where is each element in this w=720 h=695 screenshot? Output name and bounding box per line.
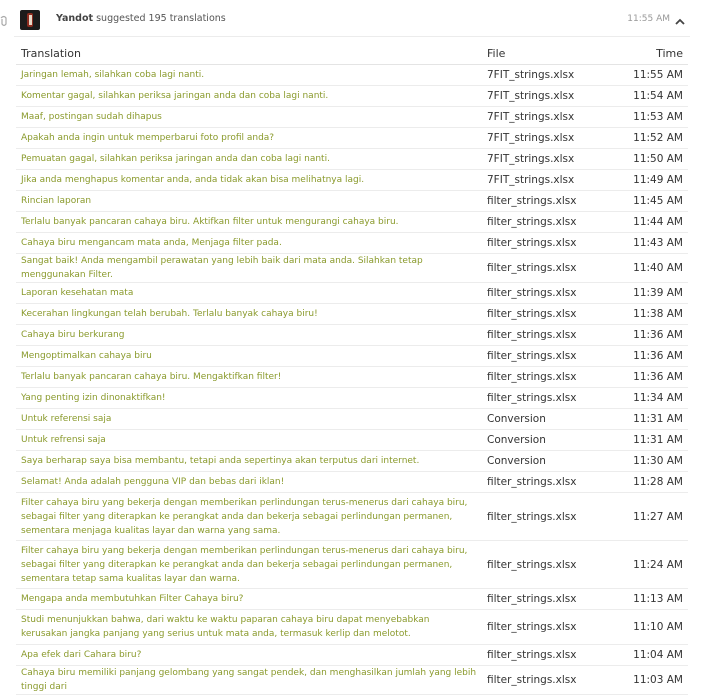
row-time: 11:36 AM [612,367,688,388]
translation-link[interactable]: Selamat! Anda adalah pengguna VIP dan bebas dari iklan! [16,472,482,493]
file-name: filter_strings.xlsx [482,283,612,304]
file-name: filter_strings.xlsx [482,212,612,233]
table-row[interactable] [16,86,688,107]
file-name: filter_strings.xlsx [482,541,612,589]
translation-link[interactable]: Untuk refrensi saja [16,430,482,451]
row-time: 11:49 AM [612,170,688,191]
row-time: 11:31 AM [612,430,688,451]
row-time: 11:54 AM [612,86,688,107]
translation-link[interactable]: Saya berharap saya bisa membantu, tetapi anda sepertinya akan terputus dari internet. [16,451,482,472]
activity-summary [56,13,226,24]
table-row[interactable] [16,409,688,430]
table-row[interactable] [16,346,688,367]
translation-link[interactable]: Filter cahaya biru yang bekerja dengan memberikan perlindungan terus-menerus dari cahaya biru, sebagai filter yang diterapkan ke perangkat anda dan bekerja sebagai perlindungan permanen, sementara tetap sama kualitas layar dan warna. [16,541,482,589]
activity-action: suggested 195 translations [96,13,226,24]
table-row[interactable] [16,388,688,409]
row-time: 11:30 AM [612,451,688,472]
row-time: 11:40 AM [612,254,688,283]
translation-link[interactable]: Jika anda menghapus komentar anda, anda tidak akan bisa melihatnya lagi. [16,170,482,191]
activity-time: 11:55 AM [627,14,670,24]
file-name: filter_strings.xlsx [482,191,612,212]
file-name: filter_strings.xlsx [482,233,612,254]
column-header-time: Time [612,42,688,65]
table-row[interactable] [16,254,688,283]
row-time: 11:28 AM [612,472,688,493]
row-time: 11:13 AM [612,589,688,610]
table-row[interactable] [16,472,688,493]
table-row[interactable] [16,149,688,170]
row-time: 11:04 AM [612,645,688,666]
file-name: filter_strings.xlsx [482,493,612,541]
table-row[interactable] [16,451,688,472]
row-time: 11:34 AM [612,388,688,409]
table-row[interactable] [16,191,688,212]
file-name: filter_strings.xlsx [482,610,612,645]
chevron-up-icon[interactable] [674,13,686,25]
column-header-translation: Translation [16,42,482,65]
table-row[interactable] [16,493,688,541]
row-time: 11:52 AM [612,128,688,149]
translation-link[interactable]: Komentar gagal, silahkan periksa jaringan anda dan coba lagi nanti. [16,86,482,107]
translation-link[interactable]: Maaf, postingan sudah dihapus [16,107,482,128]
translation-link[interactable]: Kecerahan lingkungan telah berubah. Terlalu banyak cahaya biru! [16,304,482,325]
row-time: 11:36 AM [612,346,688,367]
file-name: filter_strings.xlsx [482,388,612,409]
file-name: filter_strings.xlsx [482,472,612,493]
translation-link[interactable]: Sangat baik! Anda mengambil perawatan yang lebih baik dari mata anda. Silahkan tetap menggunakan Filter. [16,254,482,283]
translation-link[interactable]: Cahaya biru mengancam mata anda, Menjaga filter pada. [16,233,482,254]
row-time: 11:43 AM [612,233,688,254]
translation-link[interactable]: Terlalu banyak pancaran cahaya biru. Mengaktifkan filter! [16,367,482,388]
file-name: 7FIT_strings.xlsx [482,86,612,107]
file-name: 7FIT_strings.xlsx [482,128,612,149]
table-row[interactable] [16,666,688,695]
row-time: 11:27 AM [612,493,688,541]
translation-link[interactable]: Jaringan lemah, silahkan coba lagi nanti. [16,65,482,86]
translations-table [16,42,688,695]
file-name: 7FIT_strings.xlsx [482,170,612,191]
table-row[interactable] [16,325,688,346]
attach-icon [0,14,8,28]
translation-link[interactable]: Cahaya biru berkurang [16,325,482,346]
activity-header [20,10,690,32]
file-name: Conversion [482,451,612,472]
table-row[interactable] [16,128,688,149]
table-row[interactable] [16,304,688,325]
translation-link[interactable]: Laporan kesehatan mata [16,283,482,304]
translation-link[interactable]: Filter cahaya biru yang bekerja dengan memberikan perlindungan terus-menerus dari cahaya biru, sebagai filter yang diterapkan ke perangkat anda dan bekerja sebagai perlindungan permanen, sementara menjaga kualitas layar dan warna yang sama. [16,493,482,541]
translation-link[interactable]: Mengapa anda membutuhkan Filter Cahaya biru? [16,589,482,610]
table-row[interactable] [16,645,688,666]
header-divider [14,36,690,37]
translation-link[interactable]: Terlalu banyak pancaran cahaya biru. Aktifkan filter untuk mengurangi cahaya biru. [16,212,482,233]
translation-link[interactable]: Mengoptimalkan cahaya biru [16,346,482,367]
column-header-file: File [482,42,612,65]
user-avatar[interactable] [20,10,40,30]
row-time: 11:36 AM [612,325,688,346]
table-row[interactable] [16,170,688,191]
file-name: filter_strings.xlsx [482,666,612,695]
table-row[interactable] [16,233,688,254]
file-name: filter_strings.xlsx [482,346,612,367]
table-row[interactable] [16,107,688,128]
file-name: filter_strings.xlsx [482,254,612,283]
file-name: filter_strings.xlsx [482,645,612,666]
table-row[interactable] [16,65,688,86]
row-time: 11:44 AM [612,212,688,233]
file-name: Conversion [482,409,612,430]
file-name: 7FIT_strings.xlsx [482,65,612,86]
file-name: filter_strings.xlsx [482,304,612,325]
file-name: 7FIT_strings.xlsx [482,149,612,170]
translation-link[interactable]: Studi menunjukkan bahwa, dari waktu ke waktu paparan cahaya biru dapat menyebabkan kerusakan jangka panjang yang serius untuk mata anda, termasuk kerlip dan melotot. [16,610,482,645]
translation-link[interactable]: Apakah anda ingin untuk memperbarui foto profil anda? [16,128,482,149]
table-row[interactable] [16,589,688,610]
translation-link[interactable]: Apa efek dari Cahara biru? [16,645,482,666]
row-time: 11:10 AM [612,610,688,645]
user-name[interactable]: Yandot [56,13,94,24]
table-row[interactable] [16,283,688,304]
translation-link[interactable]: Pemuatan gagal, silahkan periksa jaringan anda dan coba lagi nanti. [16,149,482,170]
row-time: 11:55 AM [612,65,688,86]
file-name: 7FIT_strings.xlsx [482,107,612,128]
row-time: 11:39 AM [612,283,688,304]
translation-link[interactable]: Yang penting izin dinonaktifkan! [16,388,482,409]
table-row[interactable] [16,610,688,645]
table-header-row [16,42,688,65]
row-time: 11:45 AM [612,191,688,212]
file-name: Conversion [482,430,612,451]
row-time: 11:31 AM [612,409,688,430]
file-name: filter_strings.xlsx [482,325,612,346]
row-time: 11:53 AM [612,107,688,128]
translation-link[interactable]: Untuk referensi saja [16,409,482,430]
file-name: filter_strings.xlsx [482,367,612,388]
table-row[interactable] [16,212,688,233]
table-row[interactable] [16,430,688,451]
row-time: 11:38 AM [612,304,688,325]
translation-link[interactable]: Rincian laporan [16,191,482,212]
translation-link[interactable]: Cahaya biru memiliki panjang gelombang yang sangat pendek, dan menghasilkan jumlah yang lebih tinggi dari [16,666,482,695]
row-time: 11:50 AM [612,149,688,170]
table-row[interactable] [16,367,688,388]
row-time: 11:24 AM [612,541,688,589]
row-time: 11:03 AM [612,666,688,695]
file-name: filter_strings.xlsx [482,589,612,610]
table-row[interactable] [16,541,688,589]
